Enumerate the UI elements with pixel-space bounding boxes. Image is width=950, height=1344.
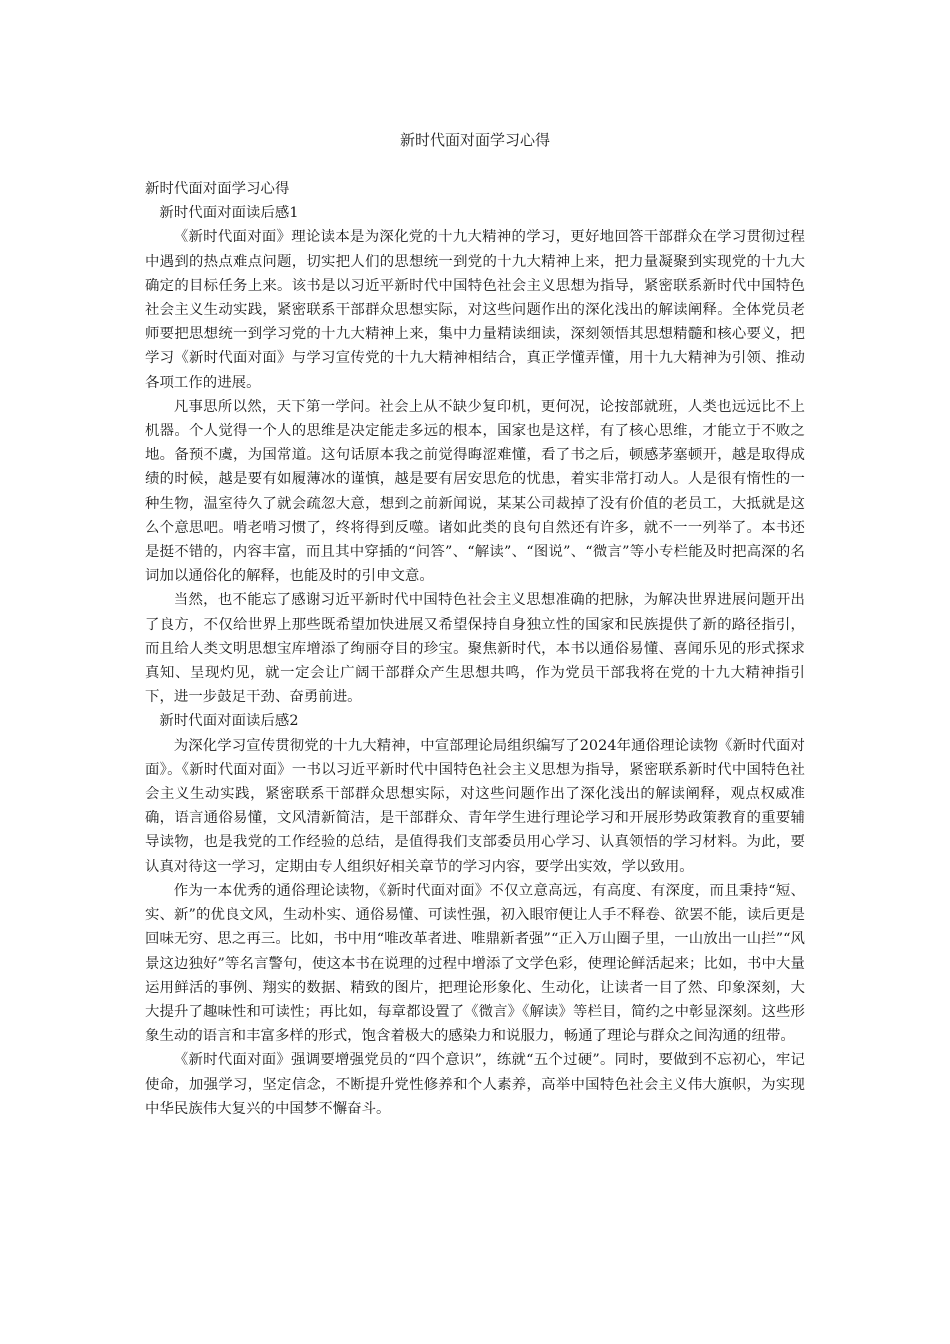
- section-2-paragraph: 作为一本优秀的通俗理论读物，《新时代面对面》不仅立意高远，有高度、有深度，而且秉持“短、实、新”的优良文风，生动朴实、通俗易懂、可读性强，初入眼帘便让人手不释卷、欲罢不能，读后更是回味无穷、思之再三。比如，书中用“唯改革者进、唯鼎新者强”“正入万山圈子里，一山放出一山拦”“风景这边独好”等名言警句，使这本书在说理的过程中增添了文学色彩，使理论鲜活起来；比如，书中大量运用鲜活的事例、翔实的数据、精致的图片，把理论形象化、生动化，让读者一目了然、印象深刻，大大提升了趣味性和可读性；再比如，每章都设置了《微言》《解读》等栏目，简约之中彰显深刻。这些形象生动的语言和丰富多样的形式，饱含着极大的感染力和说服力，畅通了理论与群众之间沟通的纽带。: [145, 882, 805, 1045]
- section-1-paragraph: 《新时代面对面》理论读本是为深化党的十九大精神的学习，更好地回答干部群众在学习贯彻过程中遇到的热点难点问题，切实把人们的思想统一到党的十九大精神上来，把力量凝聚到实现党的十九大确定的目标任务上来。该书是以习近平新时代中国特色社会主义思想为指导，紧密联系新时代中国特色社会主义生动实践，紧密联系干部群众思想实际，对这些问题作出的深化浅出的解读阐释。全体党员老师要把思想统一到学习党的十九大精神上来，集中力量精读细读，深刻领悟其思想精髓和核心要义，把学习《新时代面对面》与学习宣传党的十九大精神相结合，真正学懂弄懂，用十九大精神为引领、推动各项工作的进展。: [145, 229, 805, 391]
- section-1-paragraph: 当然，也不能忘了感谢习近平新时代中国特色社会主义思想准确的把脉，为解决世界进展问题开出了良方，不仅给世界上那些既希望加快进展又希望保持自身独立性的国家和民族提供了新的路径指引，而且给人类文明思想宝库增添了绚丽夺目的珍宝。聚焦新时代，本书以通俗易懂、喜闻乐见的形式探求真知、呈现灼见，就一定会让广阔干部群众产生思想共鸣，作为党员干部我将在党的十九大精神指引下，进一步鼓足干劲、奋勇前进。: [145, 592, 805, 706]
- document-heading: 新时代面对面学习心得: [145, 181, 290, 197]
- section-2-title: 新时代面对面读后感2: [159, 713, 299, 730]
- section-1-paragraph: 凡事思所以然，天下第一学问。社会上从不缺少复印机，更何况，论按部就班，人类也远远比不上机器。个人觉得一个人的思维是决定能走多远的根本，国家也是这样，有了核心思维，才能立于不败之地。备预不虞，为国常道。这句话原本我之前觉得晦涩难懂，看了书之后，顿感茅塞顿开，越是取得成绩的时候，越是要有如履薄冰的谨慎，越是要有居安思危的忧患，着实非常打动人。人是很有惰性的一种生物，温室待久了就会疏忽大意，想到之前新闻说，某某公司裁掉了没有价值的老员工，大抵就是这么个意思吧。啃老啃习惯了，终将得到反噬。诸如此类的良句自然还有许多，就不一一列举了。本书还是挺不错的，内容丰富，而且其中穿插的“问答”、“解读”、“图说”、“微言”等小专栏能及时把高深的名词加以通俗化的解释，也能及时的引申文意。: [145, 398, 805, 585]
- section-1-title: 新时代面对面读后感1: [159, 205, 299, 222]
- section-2-paragraph: 《新时代面对面》强调要增强党员的“四个意识”，练就“五个过硬”。同时，要做到不忘初心，牢记使命，加强学习，坚定信念，不断提升党性修养和个人素养，高举中国特色社会主义伟大旗帜，为实现中华民族伟大复兴的中国梦不懈奋斗。: [145, 1052, 805, 1117]
- section-2-paragraph: 为深化学习宣传贯彻党的十九大精神，中宣部理论局组织编写了2024年通俗理论读物《新时代面对面》。《新时代面对面》一书以习近平新时代中国特色社会主义思想为指导，紧密联系新时代中国特色社会主义生动实践，紧密联系干部群众思想实际，对这些问题作出了深化浅出的解读阐释，观点权威准确，语言通俗易懂，文风清新简洁，是干部群众、青年学生进行理论学习和开展形势政策教育的重要辅导读物，也是我党的工作经验的总结，是值得我们支部委员用心学习、认真领悟的学习材料。为此，要认真对待这一学习，定期由专人组织好相关章节的学习内容，要学出实效，学以致用。: [145, 737, 805, 875]
- document-title: 新时代面对面学习心得: [399, 131, 550, 149]
- document-body: [145, 177, 805, 1121]
